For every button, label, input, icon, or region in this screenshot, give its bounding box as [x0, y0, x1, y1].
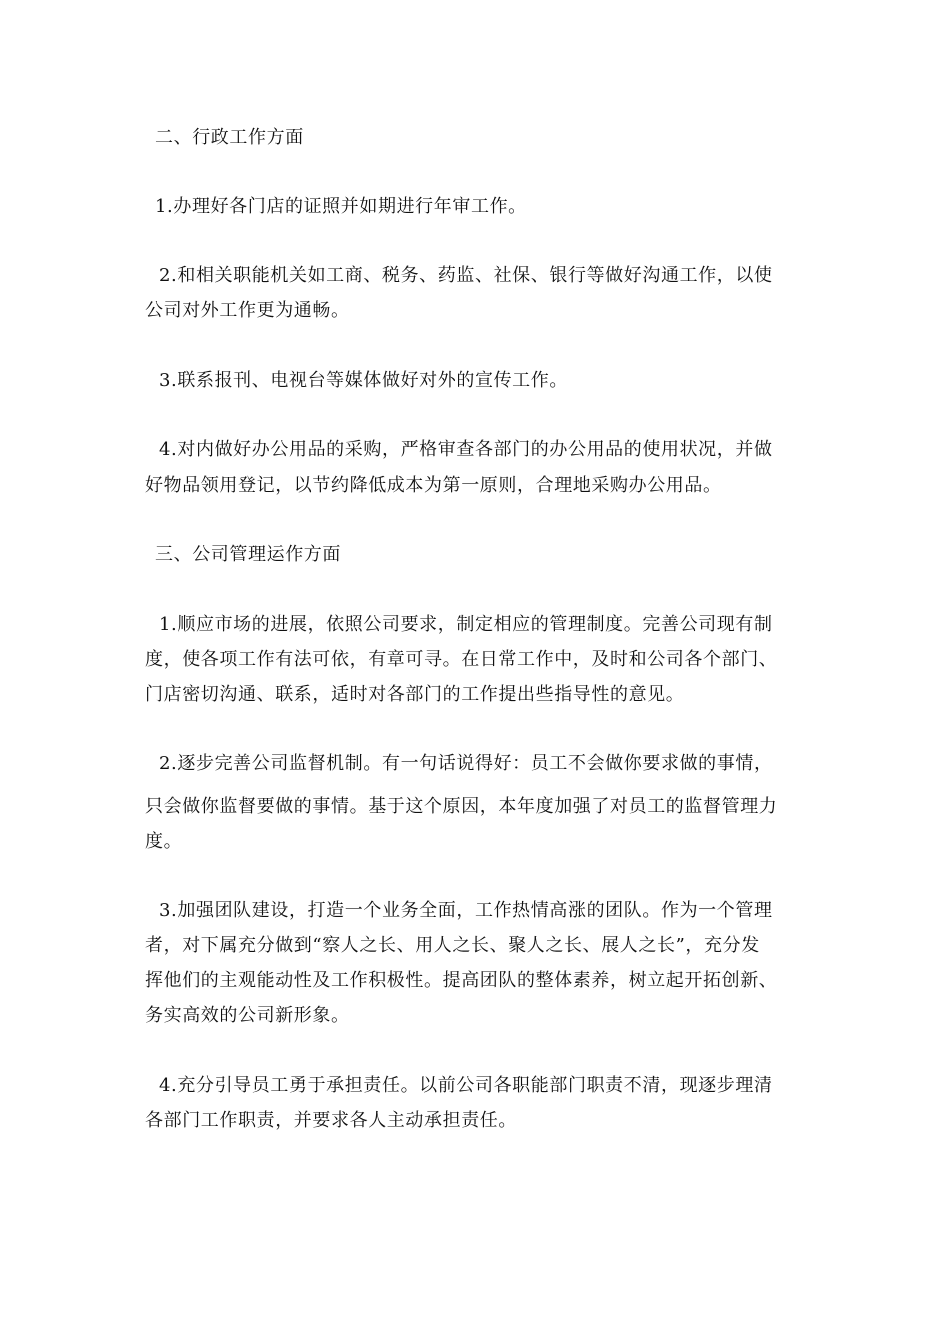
section-3-item-3-line-1: 3.加强团队建设，打造一个业务全面，工作热情高涨的团队。作为一个管理	[159, 900, 773, 921]
section-2-heading: 二、行政工作方面	[155, 127, 304, 148]
section-3-item-3-line-4: 务实高效的公司新形象。	[145, 1005, 350, 1026]
section-3-item-4-line-2: 各部门工作职责，并要求各人主动承担责任。	[145, 1110, 517, 1131]
section-3-heading: 三、公司管理运作方面	[155, 544, 341, 565]
section-2-item-4-line-1: 4.对内做好办公用品的采购，严格审查各部门的办公用品的使用状况，并做	[159, 439, 773, 460]
section-2-item-2-line-2: 公司对外工作更为通畅。	[145, 300, 350, 321]
section-2-item-2-line-1: 2.和相关职能机关如工商、税务、药监、社保、银行等做好沟通工作，以使	[159, 265, 773, 286]
section-3-item-1-line-2: 度，使各项工作有法可依，有章可寻。在日常工作中，及时和公司各个部门、	[145, 649, 778, 670]
section-3-item-2-line-1: 2.逐步完善公司监督机制。有一句话说得好：员工不会做你要求做的事情，	[159, 753, 773, 774]
section-2-item-4-line-2: 好物品领用登记，以节约降低成本为第一原则，合理地采购办公用品。	[145, 475, 722, 496]
section-3-item-4-line-1: 4.充分引导员工勇于承担责任。以前公司各职能部门职责不清，现逐步理清	[159, 1075, 773, 1096]
section-3-item-2-line-2: 只会做你监督要做的事情。基于这个原因，本年度加强了对员工的监督管理力	[145, 796, 778, 817]
section-2-item-1-line-1: 1.办理好各门店的证照并如期进行年审工作。	[155, 196, 527, 217]
section-3-item-1-line-3: 门店密切沟通、联系，适时对各部门的工作提出些指导性的意见。	[145, 684, 685, 705]
section-3-item-2-line-3: 度。	[145, 831, 183, 852]
section-3-item-3-line-3: 挥他们的主观能动性及工作积极性。提高团队的整体素养，树立起开拓创新、	[145, 970, 778, 991]
section-3-item-3-line-2: 者，对下属充分做到“察人之长、用人之长、聚人之长、展人之长”，充分发	[145, 935, 760, 956]
section-2-item-3-line-1: 3.联系报刊、电视台等媒体做好对外的宣传工作。	[159, 370, 568, 391]
section-3-item-1-line-1: 1.顺应市场的进展，依照公司要求，制定相应的管理制度。完善公司现有制	[159, 614, 773, 635]
